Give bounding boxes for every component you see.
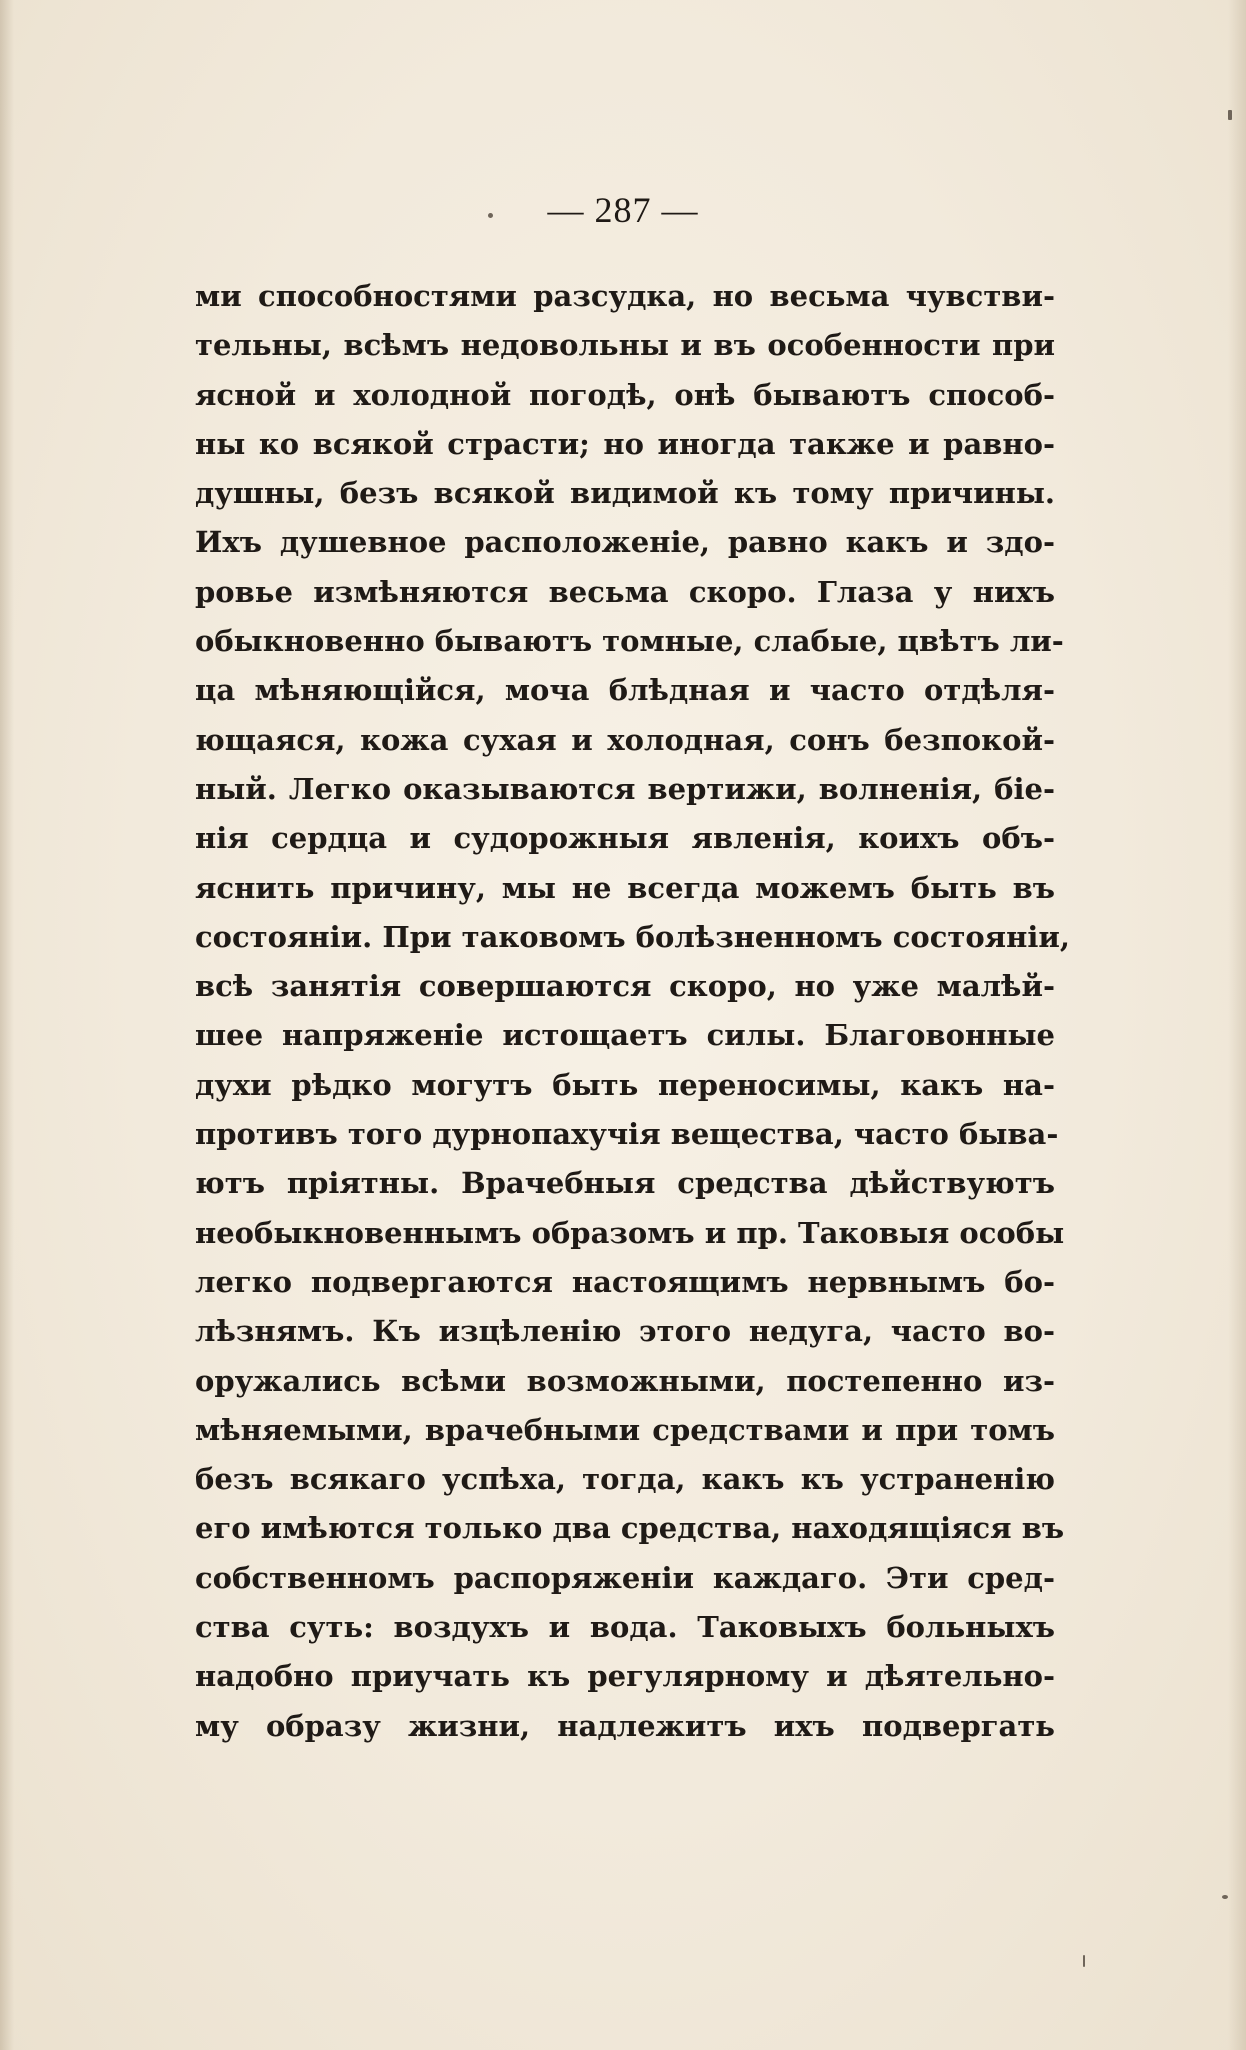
page-edge-shadow-left <box>0 0 14 2050</box>
text-line: душны, безъ всякой видимой къ тому причины. <box>195 476 1055 511</box>
text-line: шее напряженіе истощаетъ силы. Благовонные <box>195 1018 1055 1053</box>
text-line: ца мѣняющійся, моча блѣдная и часто отдѣля- <box>195 673 1055 708</box>
text-line: противъ того дурнопахучія вещества, часто быва- <box>195 1117 1059 1152</box>
text-line: нія сердца и судорожныя явленія, коихъ объ- <box>195 821 1055 856</box>
text-line: ный. Легко оказываются вертижи, волненія, біе- <box>195 771 1055 806</box>
text-line: ства суть: воздухъ и вода. Таковыхъ больныхъ <box>195 1610 1055 1645</box>
text-line: яснить причину, мы не всегда можемъ быть въ <box>195 870 1055 905</box>
text-line: необыкновеннымъ образомъ и пр. Таковыя особы <box>195 1215 1065 1250</box>
text-line: безъ всякаго успѣха, тогда, какъ къ устраненію <box>195 1462 1055 1497</box>
text-line: Ихъ душевное расположеніе, равно какъ и здо- <box>195 525 1055 560</box>
paper-speck <box>488 213 493 218</box>
text-line: ми способностями разсудка, но весьма чувстви- <box>195 279 1055 313</box>
text-line: тельны, всѣмъ недовольны и въ особенности при <box>195 328 1055 363</box>
text-line: обыкновенно бываютъ томные, слабые, цвѣтъ ли- <box>195 624 1064 659</box>
text-line: ющаяся, кожа сухая и холодная, сонъ безпокой- <box>195 722 1055 757</box>
page-number: — 287 — <box>547 190 699 230</box>
body-text <box>195 272 1070 1751</box>
text-line: состояніи. При таковомъ болѣзненномъ состояніи, <box>195 919 1070 954</box>
text-line: ны ко всякой страсти; но иногда также и равно- <box>195 426 1055 461</box>
text-line: ютъ пріятны. Врачебныя средства дѣйствуютъ <box>195 1166 1055 1201</box>
paper-speck <box>1222 1895 1228 1899</box>
text-line: мѣняемыми, врачебными средствами и при томъ <box>195 1412 1055 1447</box>
text-line: легко подвергаются настоящимъ нервнымъ бо- <box>195 1264 1055 1299</box>
text-line: му образу жизни, надлежитъ ихъ подвергать <box>195 1708 1055 1743</box>
page-edge-shadow-right <box>1228 0 1246 2050</box>
paper-speck <box>1083 1955 1085 1967</box>
text-line: оружались всѣми возможными, постепенно из- <box>195 1363 1055 1398</box>
text-line: ясной и холодной погодѣ, онѣ бываютъ способ- <box>195 377 1055 412</box>
text-line: надобно приучать къ регулярному и дѣятельно- <box>195 1659 1055 1694</box>
text-line: его имѣются только два средства, находящіяся въ <box>195 1511 1065 1546</box>
text-line: духи рѣдко могутъ быть переносимы, какъ на- <box>195 1067 1055 1102</box>
text-line: ровье измѣняются весьма скоро. Глаза у нихъ <box>195 574 1055 609</box>
paper-speck <box>1228 110 1232 120</box>
text-line: всѣ занятія совершаются скоро, но уже малѣй- <box>195 969 1055 1004</box>
text-line: лѣзнямъ. Къ изцѣленію этого недуга, часто во- <box>195 1314 1055 1349</box>
text-line: собственномъ распоряженіи каждаго. Эти сред- <box>195 1560 1055 1595</box>
